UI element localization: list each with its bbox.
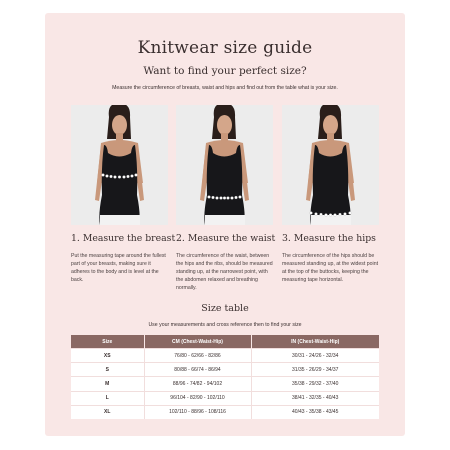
photo-measure-breast (71, 105, 168, 225)
size-cell: XS (71, 349, 144, 363)
size-cell: L (71, 391, 144, 405)
photo-measure-hips (282, 105, 379, 225)
step-title-hips: 3. Measure the hips (282, 233, 376, 244)
table-row (71, 349, 379, 363)
column-header-size: Size (71, 335, 144, 349)
step-description-breast: Put the measuring tape around the fullest part of your breasts, making sure it adheres to the body and is level at the back. (71, 253, 166, 283)
step-description-waist: The circumference of the waist, between the hips and the ribs, should be measured standing up, at the narrowest point, with the abdomen relaxed and breathing normally. (176, 253, 273, 291)
table-row (71, 391, 379, 405)
in-cell: 38/41 - 32/35 - 40/43 (251, 391, 379, 405)
size-cell: S (71, 363, 144, 377)
in-cell: 40/43 - 35/38 - 43/45 (251, 405, 379, 419)
size-table (71, 335, 379, 419)
page-title: Knitwear size guide (137, 38, 313, 58)
cm-cell: 102/110 - 88/96 - 108/116 (144, 405, 251, 419)
size-table-intro: Use your measurements and cross reference then to find your size (148, 322, 302, 328)
table-row (71, 377, 379, 391)
column-header-cm: CM (Chest-Waist-Hip) (144, 335, 251, 349)
table-row (71, 405, 379, 419)
photo-measure-waist (176, 105, 273, 225)
cm-cell: 80/88 - 66/74 - 86/94 (144, 363, 251, 377)
intro-text: Measure the circumference of breasts, waist and hips and find out from the table what is your size. (112, 85, 338, 91)
in-cell: 31/35 - 26/29 - 34/37 (251, 363, 379, 377)
size-guide-card (45, 13, 405, 436)
cm-cell: 96/104 - 82/90 - 102/110 (144, 391, 251, 405)
step-title-breast: 1. Measure the breast (71, 233, 176, 244)
size-table-heading: Size table (201, 303, 249, 314)
size-cell: M (71, 377, 144, 391)
page-subtitle: Want to find your perfect size? (143, 65, 307, 77)
in-cell: 30/31 - 24/26 - 32/34 (251, 349, 379, 363)
size-cell: XL (71, 405, 144, 419)
cm-cell: 88/96 - 74/82 - 94/102 (144, 377, 251, 391)
table-row (71, 363, 379, 377)
column-header-in: IN (Chest-Waist-Hip) (251, 335, 379, 349)
step-title-waist: 2. Measure the waist (176, 233, 276, 244)
size-table-header-row (71, 335, 379, 349)
cm-cell: 76/80 - 62/66 - 82/86 (144, 349, 251, 363)
in-cell: 35/38 - 29/32 - 37/40 (251, 377, 379, 391)
step-description-hips: The circumference of the hips should be measured standing up, at the widest point at the top of the buttocks, keeping the measuring tape horizontal. (282, 253, 379, 283)
